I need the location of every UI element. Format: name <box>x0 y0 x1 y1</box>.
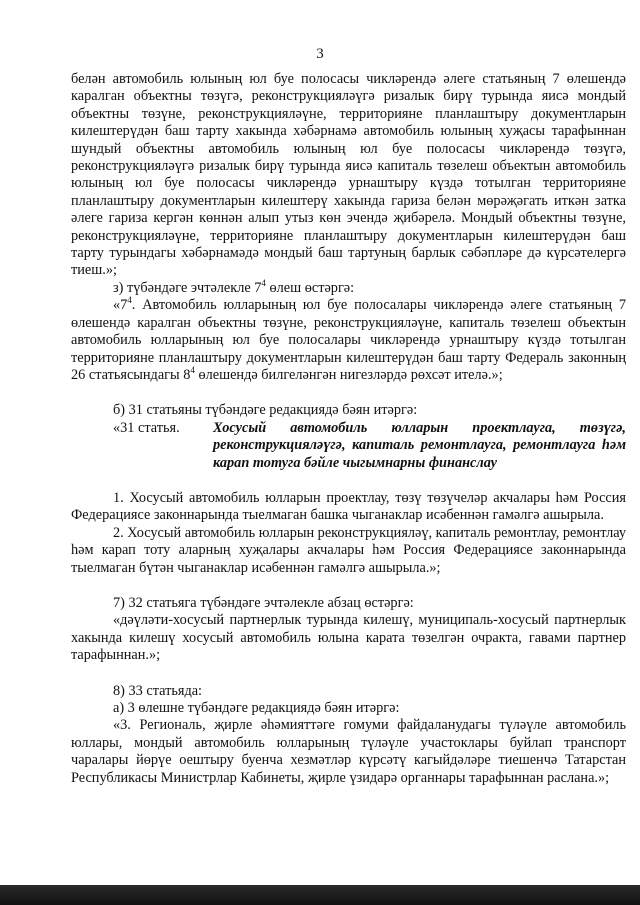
item-z: з) түбәндәге эчтәлекле $7^4$ өлеш өстәргә: <box>113 278 355 296</box>
quote-article-7-4: «$7^4$. Автомобиль юлларының юл буе полосалары чикләрендә әлеге статьяның 7 өлешендә каралган объектны төзүне, реконструкцияләүне, капиталь төзелеш объектын автомобиль юлларының юл буе полосалары чикләрендә урнаштыру күздә тотылган территорияне планлаштыру документларын килештерүдән баш тарту Федераль законның 26 статьясындагы $8^4$ өлешендә билгеләнгән нигезләрдә рөхсәт ителә.»; <box>71 295 626 383</box>
quote-part-3: «3. Региональ, җирле әһәмияттәге гомуми файдаланудагы түләүле автомобиль юллары, мондый автомобиль юлларының түләүле участоклары буйлап транспорт чаралары йөрүе оештыру буенча хезмәтләр күрсәтү кагыйдәләре тиешенчә Татарстан Республикасы Министрлар Кабинеты, җирле үзидарә органнары тарафыннан раслана.»; <box>71 717 626 786</box>
article-number: «31 статья. <box>113 419 180 436</box>
article-title: Хосусый автомобиль юлларын проектлауга, төзүгә, реконструкцияләүгә, капиталь ремонтлауга, ремонтлауга һәм карап тотуга бәйле чыгымнарны финанслау <box>213 419 626 471</box>
item-7: 7) 32 статьяга түбәндәге эчтәлекле абзац өстәргә: <box>113 594 414 611</box>
scan-bottom-border <box>0 885 640 905</box>
article-heading <box>71 420 626 472</box>
article-point-1: 1. Хосусый автомобиль юлларын проектлау, төзү төзүчеләр акчалары һәм Россия Федерациясе законнарында тыелмаган башка чыганаклар исәбеннән гамәлгә ашырыла. <box>71 489 626 524</box>
quote-paragraph-32: «дәүләти-хосусый партнерлык турында килешү, муниципаль-хосусый партнерлык хакында килешү хосусый автомобиль юлына карата төзелгән очракта, гавами партнер тарафыннан.»; <box>71 612 626 664</box>
paragraph-continuation: белән автомобиль юлының юл буе полосасы чикләрендә әлеге статьяның 7 өлешендә каралган объектны төзүгә, реконструкцияләүгә ризалык бирү турында яисә мондый объектны төзүне, реконструкцияләүне, территорияне планлаштыру документларын килештерүдән баш тарту хакында хәбәрнамә автомобиль юлының хуҗасы тарафыннан шундый объектны автомобиль юлының юл буе полосасы чикләрендә төзүгә, реконструкцияләүгә ризалык бирү турында яисә капиталь төзелеш объектын автомобиль юлының юл буе полосасы чикләрендә урнаштыру күздә тотылган территорияне планлаштыру документларын килештерү хакында гариза белән мөрәҗәгать иткән затка әлеге гариза кергән көннән алып утыз көн эчендә җибәрелә. Мондый объектны төзүне, реконструкцияләүне, территорияне планлаштыру документларын килештерүдән баш тарту турындагы хәбәрнамәдә мондый баш тартуның барлык сәбәпләре дә күрсәтелергә тиеш.»; <box>71 71 626 279</box>
item-8a: а) 3 өлешне түбәндәге редакциядә бәян итәргә: <box>113 700 400 716</box>
item-b: б) 31 статьяны түбәндәге редакциядә бәян итәргә: <box>113 402 418 419</box>
page-number: 3 <box>316 46 324 62</box>
document-body <box>71 71 626 787</box>
item-8: 8) 33 статьяда: <box>113 682 203 699</box>
article-point-2: 2. Хосусый автомобиль юлларын реконструкцияләү, капиталь ремонтлау, ремонтлау һәм карап тоту аларның хуҗалары акчалары һәм Россия Федерациясе законнарында тыелмаган бүтән чыганаклар исәбеннән гамәлгә ашырыла.»; <box>71 524 626 576</box>
